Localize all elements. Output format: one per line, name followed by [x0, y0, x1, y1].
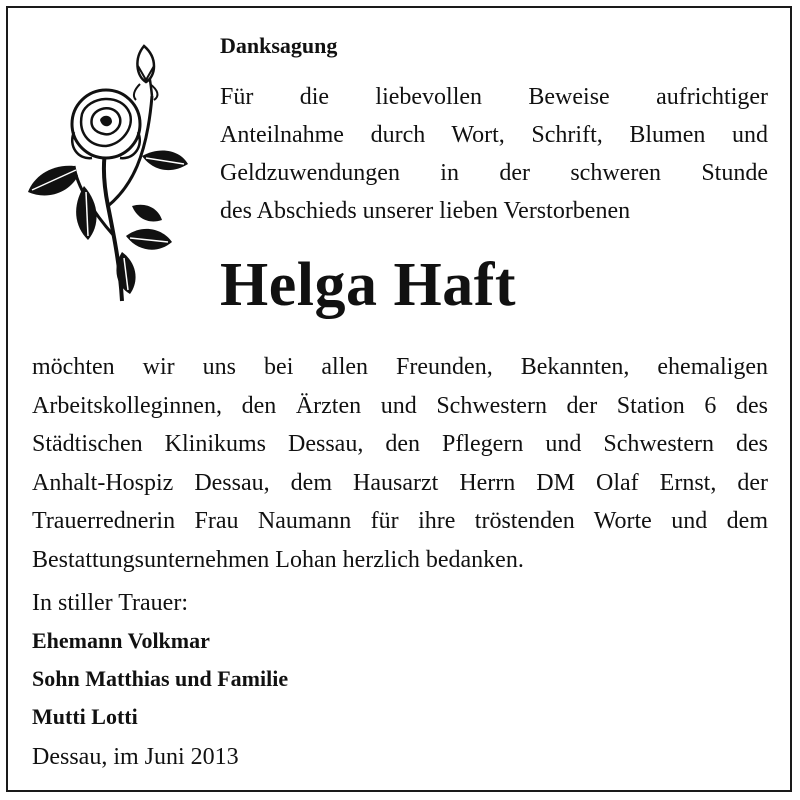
body-text [32, 348, 768, 579]
signer: Ehemann Volkmar [32, 628, 210, 653]
body-line: Bestattungsunternehmen Lohan herzlich bedanken. [32, 546, 524, 573]
body-line: Arbeitskolleginnen, den Ärzten und Schwestern der Station 6 des [32, 392, 768, 419]
rose-icon [22, 36, 192, 306]
intro-line: Für die liebevollen Beweise aufrichtiger [220, 84, 768, 110]
intro-line: des Abschieds unserer lieben Verstorbenen [220, 198, 631, 224]
body-line: Städtischen Klinikums Dessau, den Pflegern und Schwestern des [32, 431, 768, 457]
deceased-name: Helga Haft [220, 251, 516, 319]
closing-phrase: In stiller Trauer: [32, 590, 188, 616]
intro-text [220, 78, 768, 230]
place-date: Dessau, im Juni 2013 [32, 744, 239, 770]
signers-list [32, 622, 288, 736]
signer: Sohn Matthias und Familie [32, 666, 289, 691]
signer: Mutti Lotti [32, 704, 138, 729]
notice-heading: Danksagung [220, 33, 338, 58]
body-line: möchten wir uns bei allen Freunden, Bekannten, ehemaligen [32, 354, 768, 380]
body-line: Anhalt-Hospiz Dessau, dem Hausarzt Herrn DM Olaf Ernst, der [32, 469, 768, 496]
intro-line: Anteilnahme durch Wort, Schrift, Blumen und [220, 122, 768, 148]
body-line: Trauerrednerin Frau Naumann für ihre tröstenden Worte und dem [32, 508, 768, 534]
intro-line: Geldzuwendungen in der schweren Stunde [220, 160, 768, 186]
